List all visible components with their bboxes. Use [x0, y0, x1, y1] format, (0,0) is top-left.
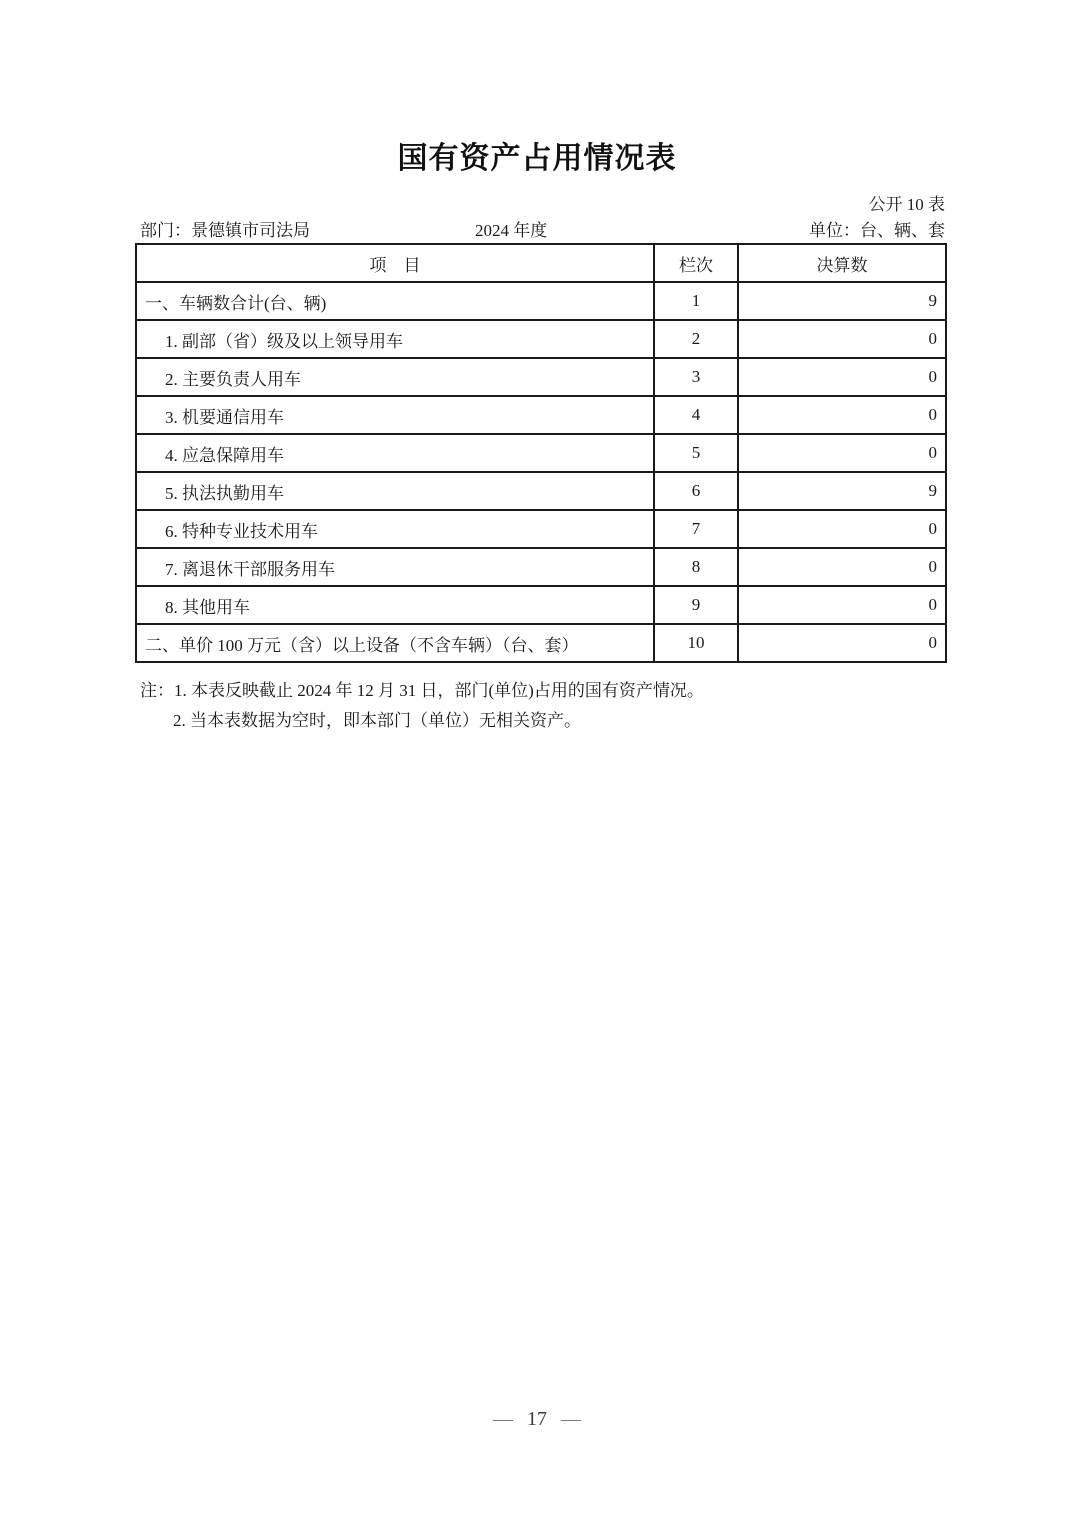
- column-number-cell: 1: [654, 282, 738, 320]
- value-cell: 0: [738, 586, 946, 624]
- table-row: [136, 396, 946, 434]
- value-cell: 0: [738, 358, 946, 396]
- column-number-cell: 10: [654, 624, 738, 662]
- value-cell: 0: [738, 434, 946, 472]
- column-number-cell: 8: [654, 548, 738, 586]
- table-row: [136, 282, 946, 320]
- col-header-item: 项 目: [136, 244, 654, 282]
- item-cell: 8. 其他用车: [136, 586, 654, 624]
- year-label: 2024 年度: [475, 221, 548, 240]
- table-row: [136, 510, 946, 548]
- assets-table: [135, 243, 947, 663]
- item-cell: 6. 特种专业技术用车: [136, 510, 654, 548]
- item-cell: 7. 离退休干部服务用车: [136, 548, 654, 586]
- column-number-cell: 2: [654, 320, 738, 358]
- item-cell: 3. 机要通信用车: [136, 396, 654, 434]
- note-line-2: 2. 当本表数据为空时，即本部门（单位）无相关资产。: [173, 711, 581, 730]
- table-row: [136, 320, 946, 358]
- item-cell: 二、单价 100 万元（含）以上设备（不含车辆）（台、套）: [136, 624, 654, 662]
- table-row: [136, 472, 946, 510]
- item-cell: 4. 应急保障用车: [136, 434, 654, 472]
- item-cell: 1. 副部（省）级及以上领导用车: [136, 320, 654, 358]
- page-number-dash-left: —: [493, 1408, 513, 1430]
- table-meta-row: [135, 216, 945, 240]
- page-number-dash-right: —: [561, 1408, 581, 1430]
- value-cell: 0: [738, 510, 946, 548]
- value-cell: 0: [738, 624, 946, 662]
- col-header-column: 栏次: [654, 244, 738, 282]
- column-number-cell: 5: [654, 434, 738, 472]
- item-cell: 5. 执法执勤用车: [136, 472, 654, 510]
- table-row: [136, 358, 946, 396]
- note-line-1: 注：1. 本表反映截止 2024 年 12 月 31 日，部门(单位)占用的国有资产情况。: [140, 681, 704, 700]
- column-number-cell: 4: [654, 396, 738, 434]
- column-number-cell: 3: [654, 358, 738, 396]
- column-number-cell: 6: [654, 472, 738, 510]
- department-label: 部门：景德镇市司法局: [140, 221, 310, 240]
- table-body: [136, 282, 946, 662]
- item-cell: 一、车辆数合计(台、辆): [136, 282, 654, 320]
- value-cell: 0: [738, 320, 946, 358]
- table-header-row: [136, 244, 946, 282]
- table-row: [136, 548, 946, 586]
- unit-label: 单位：台、辆、套: [809, 221, 945, 240]
- table-row: [136, 624, 946, 662]
- value-cell: 0: [738, 396, 946, 434]
- value-cell: 9: [738, 472, 946, 510]
- column-number-cell: 9: [654, 586, 738, 624]
- page-number: [0, 1408, 1074, 1431]
- table-row: [136, 434, 946, 472]
- page-number-value: 17: [527, 1408, 547, 1430]
- doc-label: 公开 10 表: [868, 195, 945, 214]
- table-row: [136, 586, 946, 624]
- notes-block: [140, 676, 840, 736]
- value-cell: 9: [738, 282, 946, 320]
- value-cell: 0: [738, 548, 946, 586]
- col-header-value: 决算数: [738, 244, 946, 282]
- item-cell: 2. 主要负责人用车: [136, 358, 654, 396]
- page-title: 国有资产占用情况表: [397, 141, 677, 176]
- column-number-cell: 7: [654, 510, 738, 548]
